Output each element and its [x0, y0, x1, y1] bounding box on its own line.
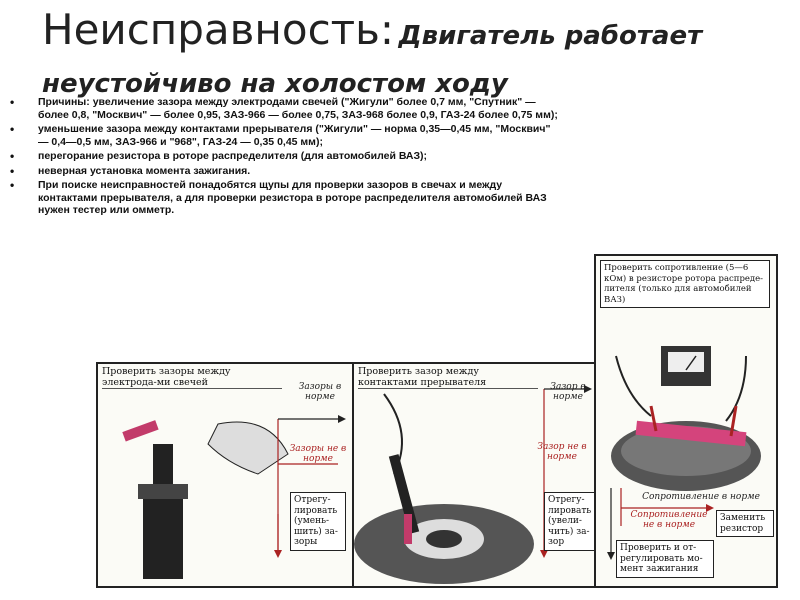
title-sub: Двигатель работает неустойчиво на холостом ходу: [42, 21, 703, 99]
list-item: • При поиске неисправностей понадобятся щупы для проверки зазоров в свечах и между контактами прерывателя, а для проверки резистора в роторе распределителя автомобилей ВАЗ нужен тестер или омметр.: [10, 179, 560, 217]
title-main: Неисправность:: [42, 5, 395, 54]
panel1-adjust-box: Отрегу-лировать (умень-шить) за-зоры: [290, 492, 346, 551]
panel-spark-plug-gap: [96, 362, 354, 588]
list-item: • уменьшение зазора между контактами прерывателя ("Жигули" — норма 0,35—0,45 мм, "Москвич" — 0,4—0,5 мм, ЗАЗ-966 и "968", ГАЗ-24 — 0,35 0,45 мм);: [10, 123, 560, 148]
panel2-adjust-box: Отрегу-лировать (увели-чить) за-зор: [544, 492, 596, 551]
panel1-title: Проверить зазоры между электрода-ми свечей: [102, 366, 282, 389]
list-item: • Причины: увеличение зазора между электродами свечей ("Жигули" более 0,7 мм, "Спутник" — более 0,8, "Москвич" — более 0,95, ЗАЗ-966 — более 0,75, ЗАЗ-968 более 0,9, ГАЗ-24 более 0,75 мм);: [10, 96, 560, 121]
panel-contact-gap: [352, 362, 596, 588]
ignition-timing-box: Проверить и от-регулировать мо-мент зажигания: [616, 540, 714, 578]
list-item: • перегорание резистора в роторе распределителя (для автомобилей ВАЗ);: [10, 150, 560, 163]
replace-resistor-box: Заменить резистор: [716, 510, 774, 537]
panel3-title: Проверить сопротивление (5—6 кОм) в резисторе ротора распреде-лителя (только для автомобилей ВАЗ): [600, 260, 770, 308]
page-title: [42, 5, 782, 110]
panel2-bad-label: Зазор не в норме: [537, 442, 587, 462]
panel1-ok-label: Зазоры в норме: [298, 382, 342, 402]
panel2-title: Проверить зазор между контактами прерывателя: [358, 366, 538, 389]
panel3-ok-label: Сопротивление в норме: [642, 492, 760, 502]
panel3-bad-label: Сопротивление не в норме: [630, 510, 708, 530]
causes-list: [10, 96, 560, 219]
panel-resistor-check: [594, 254, 778, 588]
panel2-ok-label: Зазор в норме: [550, 382, 586, 402]
panel1-bad-label: Зазоры не в норме: [289, 444, 347, 464]
list-item: • неверная установка момента зажигания.: [10, 165, 560, 178]
